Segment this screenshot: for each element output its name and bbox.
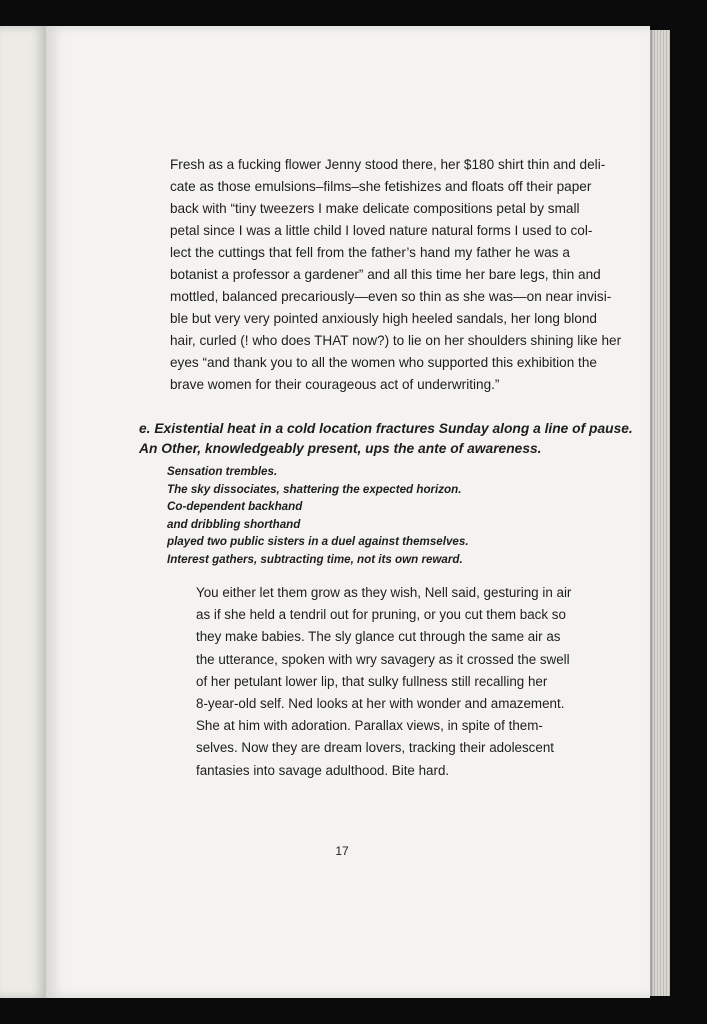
text-line: petal since I was a little child I loved nature natural forms I used to col- [170,223,593,238]
text-line: the utterance, spoken with wry savagery as it crossed the swell [196,651,570,667]
text-line: fantasies into savage adulthood. Bite hard. [196,762,450,778]
verse-line: and dribbling shorthand [167,517,301,531]
text-line: hair, curled (! who does THAT now?) to lie on her shoulders shining like her [170,333,622,348]
text-line: botanist a professor a gardener” and all this time her bare legs, thin and [170,267,601,282]
verse-line: Sensation trembles. [167,465,278,478]
text-line: She at him with adoration. Parallax views, in spite of them- [196,718,543,734]
heading-line: e. Existential heat in a cold location fractures Sunday along a line of pause. [139,421,633,436]
heading-line: An Other, knowledgeably present, ups the ante of awareness. [139,441,542,456]
verse-line: Interest gathers, subtracting time, not its own reward. [167,552,463,566]
body-paragraph-2 [196,582,572,782]
text-line: You either let them grow as they wish, Nell said, gesturing in air [196,585,572,600]
section-heading [139,419,633,459]
verse-line: Co-dependent backhand [167,500,303,514]
text-line: 8-year-old self. Ned looks at her with wonder and amazement. [196,696,565,712]
text-line: mottled, balanced precariously—even so thin as she was—on near invisi- [170,289,612,304]
text-line: ble but very very pointed anxiously high heeled sandals, her long blond [170,311,597,326]
body-paragraph-1 [170,154,622,396]
text-line: as if she held a tendril out for pruning, or you cut them back so [196,607,566,623]
verse-line: The sky dissociates, shattering the expected horizon. [167,482,462,496]
text-line: eyes “and thank you to all the women who supported this exhibition the [170,355,597,370]
text-line: lect the cuttings that fell from the father’s hand my father he was a [170,245,570,260]
verse-stanza [167,463,527,569]
text-line: Fresh as a fucking flower Jenny stood there, her $180 shirt thin and deli- [170,157,606,172]
previous-page-edge [0,26,46,998]
text-line: back with “tiny tweezers I make delicate compositions petal by small [170,201,580,216]
text-line: selves. Now they are dream lovers, tracking their adolescent [196,740,554,756]
text-line: of her petulant lower lip, that sulky fullness still recalling her [196,673,548,689]
book-page [46,26,650,998]
text-line: brave women for their courageous act of underwriting.” [170,377,500,392]
page-number: 17 [335,844,349,858]
text-line: cate as those emulsions–films–she fetishizes and floats off their paper [170,179,592,194]
verse-line: played two public sisters in a duel against themselves. [167,535,469,549]
text-line: they make babies. The sly glance cut through the same air as [196,629,561,645]
